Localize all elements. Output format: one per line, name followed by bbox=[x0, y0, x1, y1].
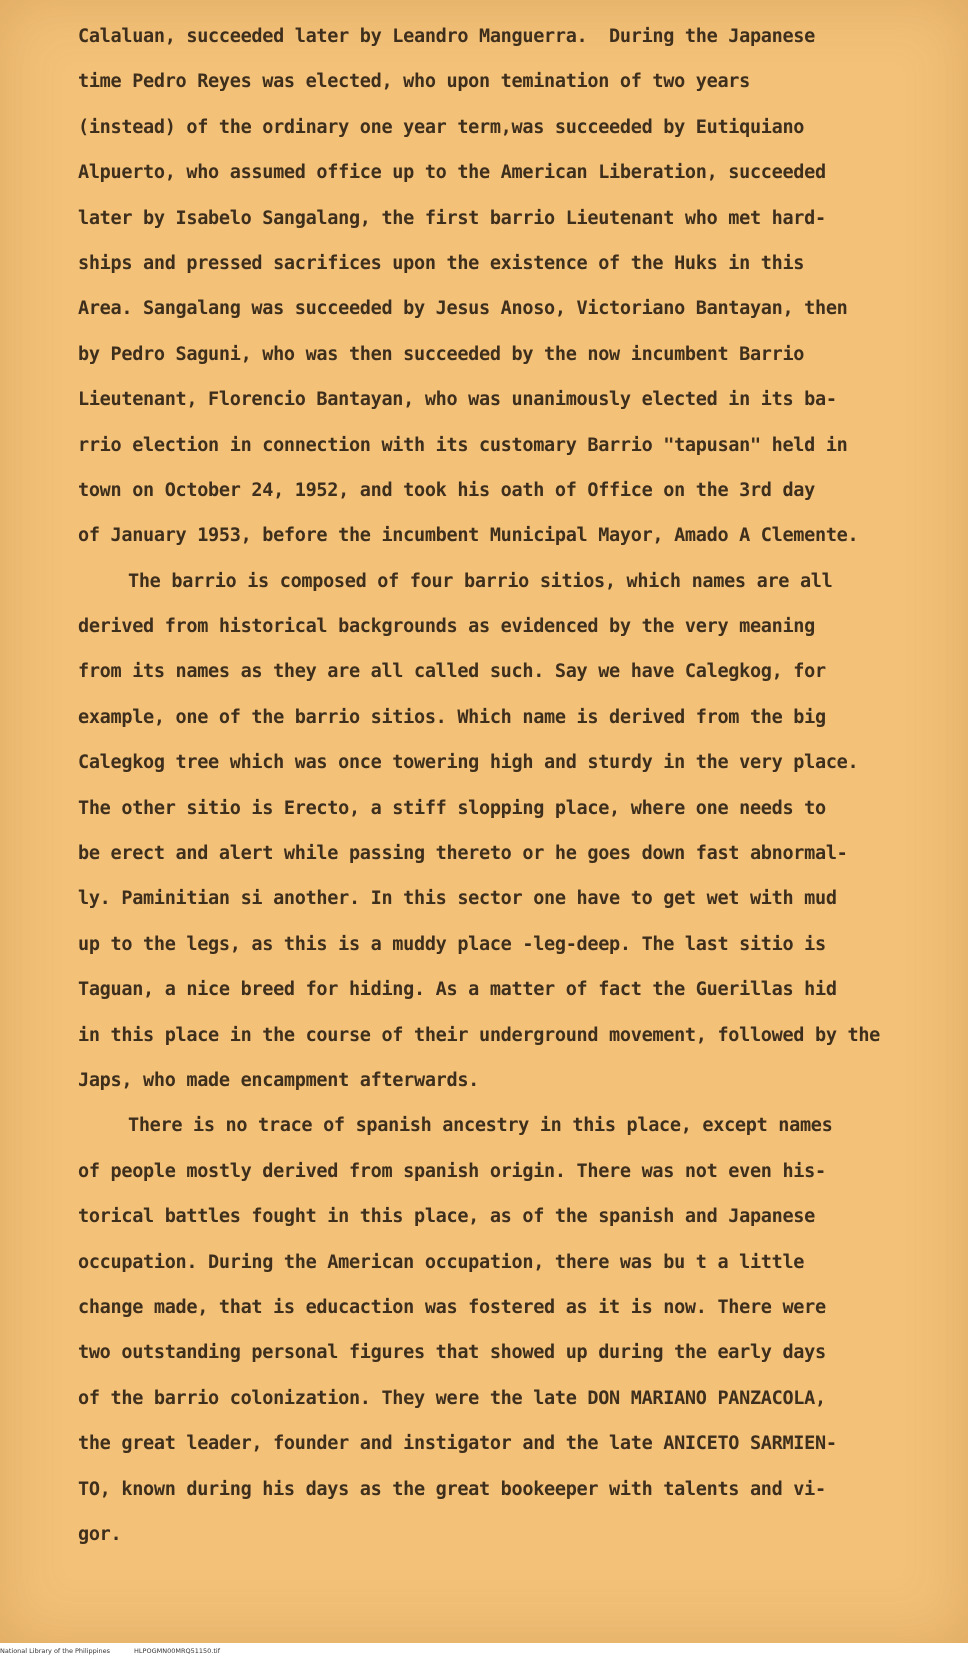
text-line: occupation. During the American occupation, there was bu t a little bbox=[78, 1251, 805, 1273]
text-line: two outstanding personal figures that showed up during the early days bbox=[78, 1342, 826, 1364]
text-line: Lieutenant, Florencio Bantayan, who was unanimously elected in its ba- bbox=[78, 389, 837, 411]
text-line: Calegkog tree which was once towering high and sturdy in the very place. bbox=[78, 752, 859, 774]
text-line: Japs, who made encampment afterwards. bbox=[78, 1069, 480, 1091]
footer-filename: HLPOGMN00MRQ51150.tif bbox=[134, 1647, 220, 1655]
scan-footer bbox=[0, 1644, 968, 1658]
footer-library: National Library of the Philippines bbox=[0, 1647, 111, 1655]
text-line: be erect and alert while passing thereto or he goes down fast abnormal- bbox=[78, 843, 848, 865]
text-line: of people mostly derived from spanish origin. There was not even his- bbox=[78, 1160, 826, 1182]
text-line: Calaluan, succeeded later by Leandro Manguerra. During the Japanese bbox=[78, 26, 815, 47]
text-line: The other sitio is Erecto, a stiff slopping place, where one needs to bbox=[78, 797, 826, 819]
paragraph bbox=[78, 559, 918, 1104]
text-line: Alpuerto, who assumed office up to the American Liberation, succeeded bbox=[78, 162, 826, 184]
text-line: Taguan, a nice breed for hiding. As a matter of fact the Guerillas hid bbox=[78, 979, 837, 1001]
text-line: torical battles fought in this place, as of the spanish and Japanese bbox=[78, 1206, 815, 1228]
text-line: town on October 24, 1952, and took his oath of Office on the 3rd day bbox=[78, 479, 815, 501]
text-line: up to the legs, as this is a muddy place -leg-deep. The last sitio is bbox=[78, 933, 826, 955]
text-line: of January 1953, before the incumbent Municipal Mayor, Amado A Clemente. bbox=[78, 525, 859, 547]
document-body bbox=[78, 14, 918, 1557]
text-line: of the barrio colonization. They were the late DON MARIANO PANZACOLA, bbox=[78, 1387, 826, 1409]
text-line: later by Isabelo Sangalang, the first barrio Lieutenant who met hard- bbox=[78, 207, 826, 229]
text-line: the great leader, founder and instigator and the late ANICETO SARMIEN- bbox=[78, 1433, 837, 1455]
text-line: rrio election in connection with its customary Barrio "tapusan" held in bbox=[78, 434, 848, 456]
text-line: ly. Paminitian si another. In this sector one have to get wet with mud bbox=[78, 888, 837, 910]
text-line: The barrio is composed of four barrio sitios, which names are all bbox=[128, 570, 833, 592]
text-line: There is no trace of spanish ancestry in this place, except names bbox=[128, 1115, 833, 1137]
text-line: ships and pressed sacrifices upon the existence of the Huks in this bbox=[78, 252, 805, 274]
text-line: (instead) of the ordinary one year term,was succeeded by Eutiquiano bbox=[78, 116, 805, 138]
text-line: change made, that is educaction was fostered as it is now. There were bbox=[78, 1296, 826, 1318]
text-line: derived from historical backgrounds as evidenced by the very meaning bbox=[78, 616, 815, 638]
text-line: in this place in the course of their underground movement, followed by the bbox=[78, 1024, 881, 1046]
text-line: example, one of the barrio sitios. Which name is derived from the big bbox=[78, 706, 826, 728]
text-line: TO, known during his days as the great bookeeper with talents and vi- bbox=[78, 1478, 826, 1500]
paragraph bbox=[78, 1103, 918, 1557]
paragraph bbox=[78, 14, 918, 559]
text-line: time Pedro Reyes was elected, who upon temination of two years bbox=[78, 71, 750, 93]
text-line: from its names as they are all called such. Say we have Calegkog, for bbox=[78, 661, 826, 683]
text-line: gor. bbox=[78, 1523, 122, 1545]
text-line: Area. Sangalang was succeeded by Jesus Anoso, Victoriano Bantayan, then bbox=[78, 298, 848, 320]
text-line: by Pedro Saguni, who was then succeeded by the now incumbent Barrio bbox=[78, 343, 805, 365]
